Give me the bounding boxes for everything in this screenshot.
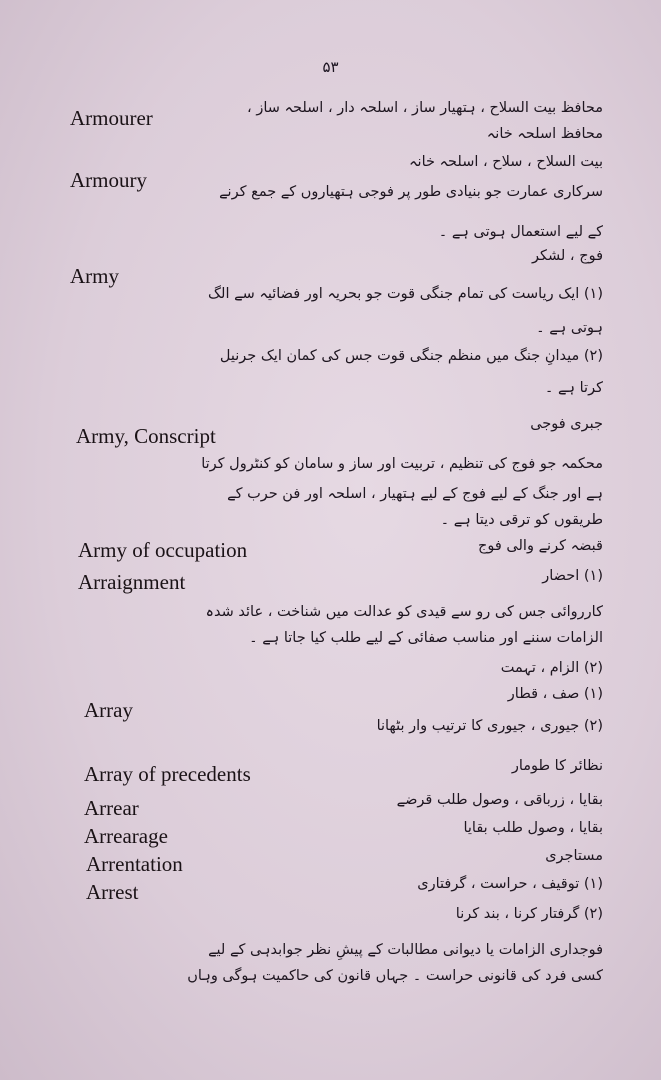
army-definition-line-5: کرتا ہے ۔ xyxy=(544,380,603,396)
term-arraignment: Arraignment xyxy=(78,570,186,594)
arrest-definition-line-3: فوجداری الزامات یا دیوانی مطالبات کے پیشِ نظر جوابدہی کے لیے xyxy=(208,942,603,958)
armourer-definition-line-1: محافظ بیت السلاح ، ہتھیار ساز ، اسلحہ دار ، اسلحہ ساز ، xyxy=(247,100,603,116)
army-definition-line-3: ہوتی ہے ۔ xyxy=(536,320,603,336)
term-armourer: Armourer xyxy=(70,106,153,130)
army-conscript-definition-line-1: جبری فوجی xyxy=(530,416,603,432)
army-definition-line-2: (۱) ایک ریاست کی تمام جنگی قوت جو بحریہ اور فضائیہ سے الگ xyxy=(208,286,603,302)
arraignment-definition-line-3: الزامات سننے اور مناسب صفائی کے لیے طلب کیا جاتا ہے ۔ xyxy=(249,630,603,646)
term-arrear: Arrear xyxy=(84,796,139,820)
army-definition-line-4: (۲) میدانِ جنگ میں منظم جنگی قوت جس کی کمان ایک جرنیل xyxy=(219,348,603,364)
term-armoury: Armoury xyxy=(70,168,147,192)
army-conscript-definition-line-2: محکمہ جو فوج کی تنظیم ، تربیت اور ساز و سامان کو کنٹرول کرتا xyxy=(201,456,603,472)
term-arrentation: Arrentation xyxy=(86,852,183,876)
arrearage-definition: بقایا ، وصول طلب بقایا xyxy=(463,820,603,836)
arrest-definition-line-4: کسی فرد کی قانونی حراست ۔ جہاں قانون کی حاکمیت ہوگی وہاں xyxy=(187,968,603,984)
arrest-definition-line-2: (۲) گرفتار کرنا ، بند کرنا xyxy=(455,906,603,922)
armoury-definition-line-1: بیت السلاح ، سلاح ، اسلحہ خانہ xyxy=(409,154,603,170)
army-definition-line-1: فوج ، لشکر xyxy=(531,248,603,264)
armourer-definition-line-2: محافظ اسلحہ خانہ xyxy=(486,126,603,142)
term-army-conscript: Army, Conscript xyxy=(76,424,216,448)
arraignment-definition-line-1: (۱) احضار xyxy=(542,568,603,584)
arraignment-definition-line-4: (۲) الزام ، تہمت xyxy=(500,660,603,676)
term-array-of-precedents: Array of precedents xyxy=(84,762,251,786)
arraignment-definition-line-2: کارروائی جس کی رو سے قیدی کو عدالت میں شناخت ، عائد شدہ xyxy=(205,604,603,620)
term-army-of-occupation: Army of occupation xyxy=(78,538,248,562)
array-of-precedents-definition: نظائر کا طومار xyxy=(511,758,603,774)
term-array: Array xyxy=(84,698,133,722)
term-arrest: Arrest xyxy=(86,880,139,904)
term-arrearage: Arrearage xyxy=(84,824,168,848)
array-definition-line-2: (۲) جیوری ، جیوری کا ترتیب وار بٹھانا xyxy=(376,718,603,734)
term-army: Army xyxy=(70,264,119,288)
army-conscript-definition-line-4: طریقوں کو ترقی دیتا ہے ۔ xyxy=(440,512,603,528)
army-of-occupation-definition: قبضہ کرنے والی فوج xyxy=(478,538,603,554)
page-number: ۵۳ xyxy=(322,58,339,76)
armoury-definition-line-2: سرکاری عمارت جو بنیادی طور پر فوجی ہتھیاروں کے جمع کرنے xyxy=(219,184,603,200)
arrest-definition-line-1: (۱) توقیف ، حراست ، گرفتاری xyxy=(417,876,603,892)
arrentation-definition: مستاجری xyxy=(545,848,603,864)
arrear-definition: بقایا ، زرباقی ، وصول طلب قرضے xyxy=(396,792,603,808)
army-conscript-definition-line-3: ہے اور جنگ کے لیے فوج کے لیے ہتھیار ، اسلحہ اور فن حرب کے xyxy=(227,486,603,502)
array-definition-line-1: (۱) صف ، قطار xyxy=(507,686,603,702)
armoury-definition-line-3: کے لیے استعمال ہوتی ہے ۔ xyxy=(438,224,603,240)
